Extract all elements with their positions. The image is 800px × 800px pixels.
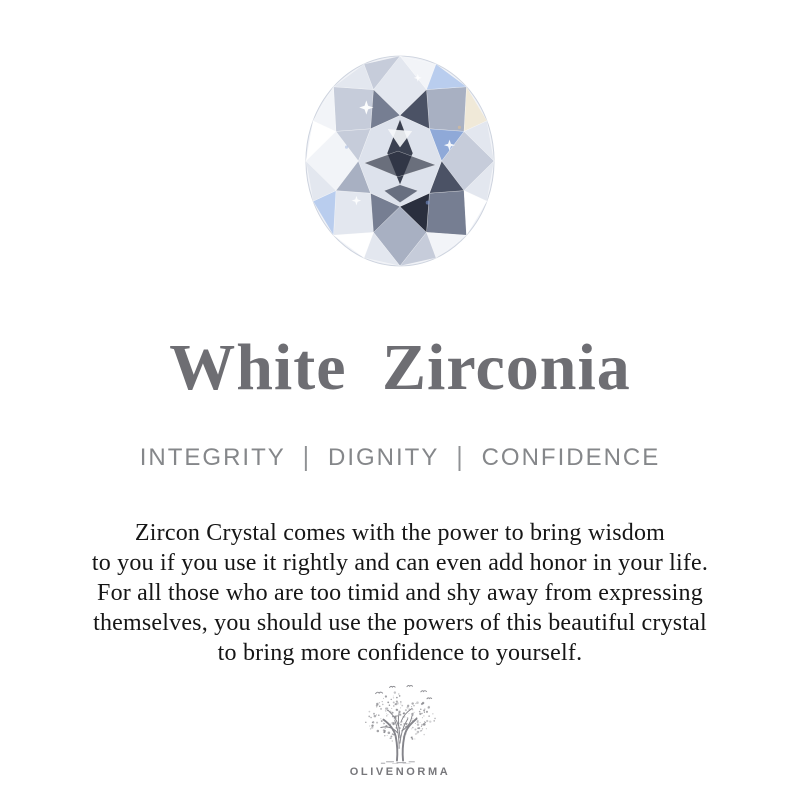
gemstone-image [301,52,499,270]
description-line: to you if you use it rightly and can even add honor in your life. [91,550,709,576]
oval-gemstone-icon [301,52,499,270]
brand-logo [350,684,451,778]
page-title: White Zirconia [169,331,631,404]
separator: | [302,442,311,473]
foliage-dots [365,691,436,741]
olive-tree-icon [350,684,450,764]
description-line: Zircon Crystal comes with the power to bring wisdom [134,520,666,546]
tree-trunk [381,708,417,760]
ground-dashes [381,762,415,764]
brand-name: OLIVENORMA [349,766,451,778]
description-line: themselves, you should use the powers of this beautiful crystal [93,610,707,636]
description-text [92,518,708,668]
trait-label: DIGNITY [328,444,440,471]
birds-icon [376,685,432,698]
trait-label: INTEGRITY [139,444,286,471]
traits-subtitle [140,444,661,472]
description-line: For all those who are too timid and shy away from expressing [97,580,703,606]
trait-label: CONFIDENCE [481,444,661,471]
separator: | [456,442,465,473]
description-line: to bring more confidence to yourself. [217,640,583,666]
